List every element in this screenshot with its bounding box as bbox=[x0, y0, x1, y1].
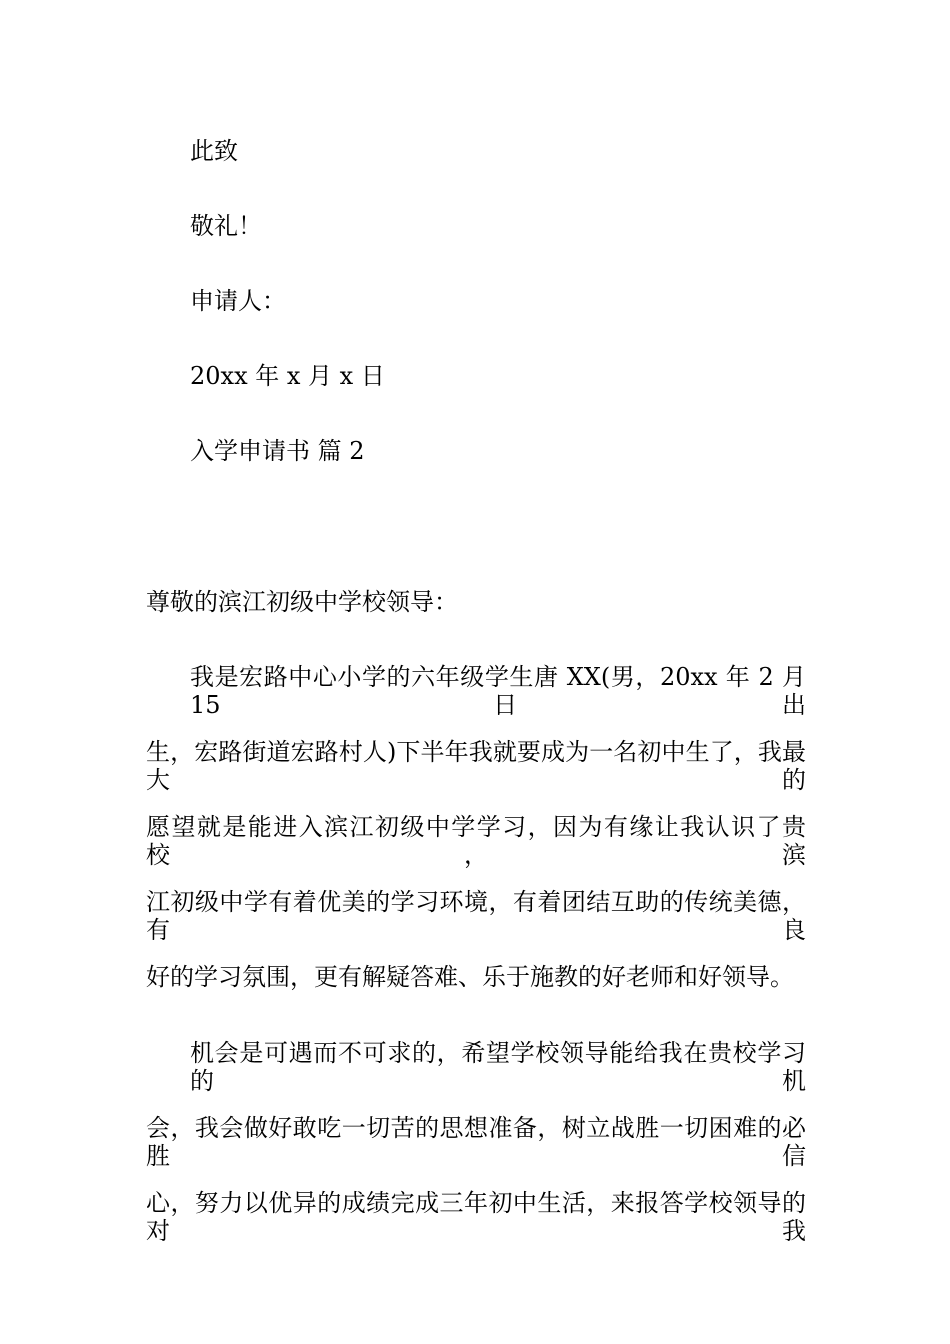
paragraph-1-line-4: 江初级中学有着优美的学习环境，有着团结互助的传统美德，有良 bbox=[146, 888, 806, 944]
paragraph-1-line-5: 好的学习氛围，更有解疑答难、乐于施教的好老师和好领导。 bbox=[146, 963, 794, 991]
closing-line-jingli: 敬礼！ bbox=[190, 212, 262, 240]
paragraph-1-line-2: 生，宏路街道宏路村人)下半年我就要成为一名初中生了，我最大的 bbox=[146, 738, 806, 794]
paragraph-2-line-2: 会，我会做好敢吃一切苦的思想准备，树立战胜一切困难的必胜信 bbox=[146, 1114, 806, 1170]
section-title: 入学申请书 篇 2 bbox=[190, 437, 365, 465]
applicant-label: 申请人： bbox=[190, 287, 286, 315]
letter-salutation: 尊敬的滨江初级中学校领导： bbox=[146, 588, 458, 616]
closing-line-cizhi: 此致 bbox=[190, 137, 238, 165]
paragraph-2-line-1: 机会是可遇而不可求的，希望学校领导能给我在贵校学习的机 bbox=[190, 1039, 806, 1095]
paragraph-1-line-3: 愿望就是能进入滨江初级中学学习，因为有缘让我认识了贵校，滨 bbox=[146, 813, 806, 869]
application-date: 20xx 年 x 月 x 日 bbox=[190, 362, 385, 390]
paragraph-1-line-1: 我是宏路中心小学的六年级学生唐 XX(男，20xx 年 2 月 15 日出 bbox=[190, 663, 806, 719]
paragraph-2-line-3: 心，努力以优异的成绩完成三年初中生活，来报答学校领导的对我 bbox=[146, 1189, 806, 1245]
